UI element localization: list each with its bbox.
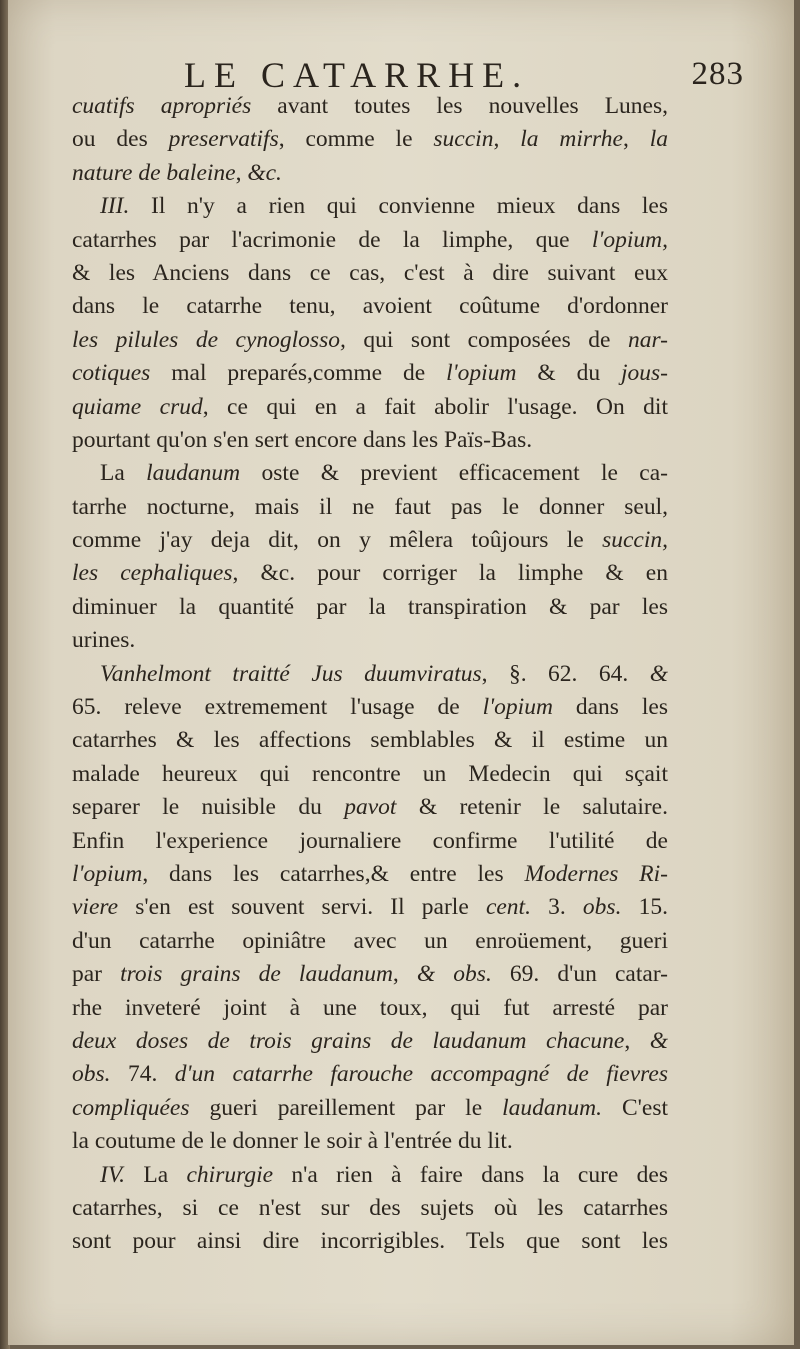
italic-text: preservatifs: [168, 126, 279, 153]
text-run: La: [125, 1161, 187, 1188]
italic-text: l'opium,: [591, 226, 668, 253]
text-line: [72, 190, 668, 223]
italic-text: III.: [100, 193, 130, 220]
italic-text: cotiques: [72, 360, 151, 387]
text-run: qui sont composées de: [345, 326, 628, 353]
text-line: [72, 925, 668, 958]
text-run: ,: [235, 159, 248, 186]
text-line: [72, 357, 668, 390]
text-line: [72, 290, 668, 323]
text-run: , §. 62. 64.: [481, 660, 650, 687]
text-run: sont pour ainsi dire incorrigibles. Tels que sont les: [72, 1228, 668, 1255]
italic-text: trois grains de laudanum: [120, 961, 393, 988]
text-line: [72, 591, 668, 624]
italic-text: chirurgie: [186, 1161, 274, 1188]
text-run: dans le catarrhe tenu, avoient coûtume d'ordonner: [72, 293, 668, 320]
text-line: [72, 324, 668, 357]
text-run: mal preparés,comme de: [150, 360, 447, 387]
italic-text: nature de baleine: [72, 159, 236, 186]
text-line: [72, 658, 668, 691]
text-line: [72, 624, 668, 657]
italic-text: &c.: [247, 159, 282, 186]
text-run: rhe inveteré joint à une toux, qui fut arresté par: [72, 994, 668, 1021]
italic-text: viere: [72, 894, 119, 921]
italic-text: IV.: [100, 1161, 126, 1188]
text-run: avant toutes les nouvelles Lunes,: [251, 93, 669, 119]
text-run: la coutume de le donner le soir à l'entrée du lit.: [72, 1128, 513, 1155]
text-line: [72, 491, 668, 524]
italic-text: Vanhelmont traitté Jus duumviratus: [100, 660, 482, 687]
text-run: s'en est souvent servi. Il parle: [118, 894, 486, 921]
text-run: malade heureux qui rencontre un Medecin qui sçait: [72, 760, 668, 787]
italic-text: deux doses de trois grains de laudanum chacune: [72, 1027, 625, 1054]
text-run: 74.: [110, 1061, 175, 1088]
text-line: [72, 724, 668, 757]
text-line: [72, 891, 668, 924]
text-line: [72, 391, 668, 424]
text-line: [72, 1192, 668, 1225]
text-run: catarrhes, si ce n'est sur des sujets où les catarrhes: [72, 1194, 668, 1221]
text-line: [72, 858, 668, 891]
page-number: 283: [691, 56, 744, 92]
text-run: ,: [392, 961, 417, 988]
text-run: oste & previent efficacement le ca-: [240, 460, 668, 487]
text-run: tarrhe nocturne, mais il ne faut pas le donner seul,: [72, 493, 668, 520]
text-run: [435, 961, 453, 987]
text-line: [72, 557, 668, 590]
text-line: [72, 691, 668, 724]
italic-text: compliquées: [72, 1094, 190, 1121]
italic-text: laudanum.: [502, 1094, 602, 1121]
italic-text: l'opium: [72, 860, 143, 887]
text-run: & retenir le salutaire.: [396, 794, 668, 821]
italic-text: les pilules de cynoglosso,: [72, 326, 346, 353]
text-run: gueri pareillement par le: [189, 1094, 503, 1121]
italic-text: succin: [433, 126, 494, 153]
italic-text: obs.: [72, 1061, 111, 1088]
text-run: ,: [624, 1027, 650, 1054]
text-run: & les Anciens dans ce cas, c'est à dire suivant eux: [72, 259, 668, 286]
italic-text: les cephaliques: [72, 560, 233, 587]
text-run: ,: [493, 126, 521, 153]
text-run: 65. releve extremement l'usage de: [72, 694, 483, 721]
text-line: [72, 992, 668, 1025]
text-line: [72, 758, 668, 791]
text-run: C'est: [602, 1094, 669, 1121]
text-line: [72, 958, 668, 991]
italic-text: jous-: [621, 360, 668, 387]
text-run: , comme le: [278, 126, 434, 153]
book-page: [8, 0, 794, 1345]
italic-text: l'opium: [482, 694, 553, 721]
text-run: catarrhes & les affections semblables & il estime un: [72, 727, 668, 754]
text-line: [72, 457, 668, 490]
text-line: [72, 1092, 668, 1125]
italic-text: obs.: [582, 894, 622, 921]
text-run: , ce qui en a fait abolir l'usage. On dit: [202, 393, 668, 420]
text-line: [72, 1159, 668, 1192]
text-line: [72, 424, 668, 457]
text-run: 15.: [621, 894, 668, 921]
text-line: [72, 1225, 668, 1258]
italic-text: &: [649, 660, 669, 687]
text-run: urines.: [72, 627, 136, 654]
text-run: comme j'ay deja dit, on y mêlera toûjours le: [72, 527, 603, 554]
text-line: [72, 224, 668, 257]
text-run: ou des: [72, 126, 169, 153]
italic-text: Modernes Ri-: [524, 860, 669, 887]
text-run: , dans les catarrhes,& entre les: [142, 860, 525, 887]
italic-text: obs.: [453, 961, 492, 988]
text-run: La: [100, 460, 147, 487]
text-line: [72, 524, 668, 557]
text-line: [72, 791, 668, 824]
text-line: [72, 157, 668, 190]
italic-text: &: [416, 961, 436, 988]
italic-text: d'un catarrhe farouche accompagné de fievres: [174, 1061, 669, 1088]
italic-text: succin,: [602, 527, 668, 554]
text-run: catarrhes par l'acrimonie de la limphe, que: [72, 226, 592, 253]
text-line: [72, 825, 668, 858]
body-text: [72, 90, 668, 1259]
text-run: & du: [516, 360, 621, 387]
text-line: [72, 123, 668, 156]
italic-text: laudanum: [146, 460, 241, 487]
text-line: [72, 257, 668, 290]
italic-text: &: [649, 1027, 669, 1054]
text-run: n'a rien à faire dans la cure des: [273, 1161, 668, 1188]
italic-text: l'opium: [446, 360, 517, 387]
text-run: Enfin l'experience journaliere confirme l'utilité de: [72, 827, 668, 854]
italic-text: cuatifs apropriés: [72, 93, 252, 119]
running-title: LE CATARRHE.: [184, 55, 530, 95]
text-run: 3.: [530, 894, 583, 921]
text-run: dans les: [552, 694, 668, 721]
text-run: par: [72, 961, 121, 988]
text-line: [72, 1125, 668, 1158]
italic-text: la: [649, 126, 669, 153]
text-run: pourtant qu'on s'en sert encore dans les Païs-Bas.: [72, 426, 533, 453]
text-line: [72, 1058, 668, 1091]
text-run: Il n'y a rien qui convienne mieux dans les: [129, 193, 668, 220]
italic-text: nar-: [627, 326, 668, 353]
italic-text: cent.: [485, 894, 531, 921]
text-run: , &c. pour corriger la limphe & en: [232, 560, 668, 587]
italic-text: la mirrhe: [520, 126, 623, 153]
text-run: diminuer la quantité par la transpiration & par les: [72, 593, 668, 620]
italic-text: pavot: [344, 794, 397, 821]
text-run: d'un catarrhe opiniâtre avec un enroüement, gueri: [72, 927, 668, 954]
text-line: [72, 1025, 668, 1058]
text-line: [72, 90, 668, 123]
text-run: ,: [622, 126, 650, 153]
text-run: separer le nuisible du: [72, 794, 345, 821]
text-run: 69. d'un catar-: [491, 961, 669, 988]
italic-text: quiame crud: [72, 393, 203, 420]
